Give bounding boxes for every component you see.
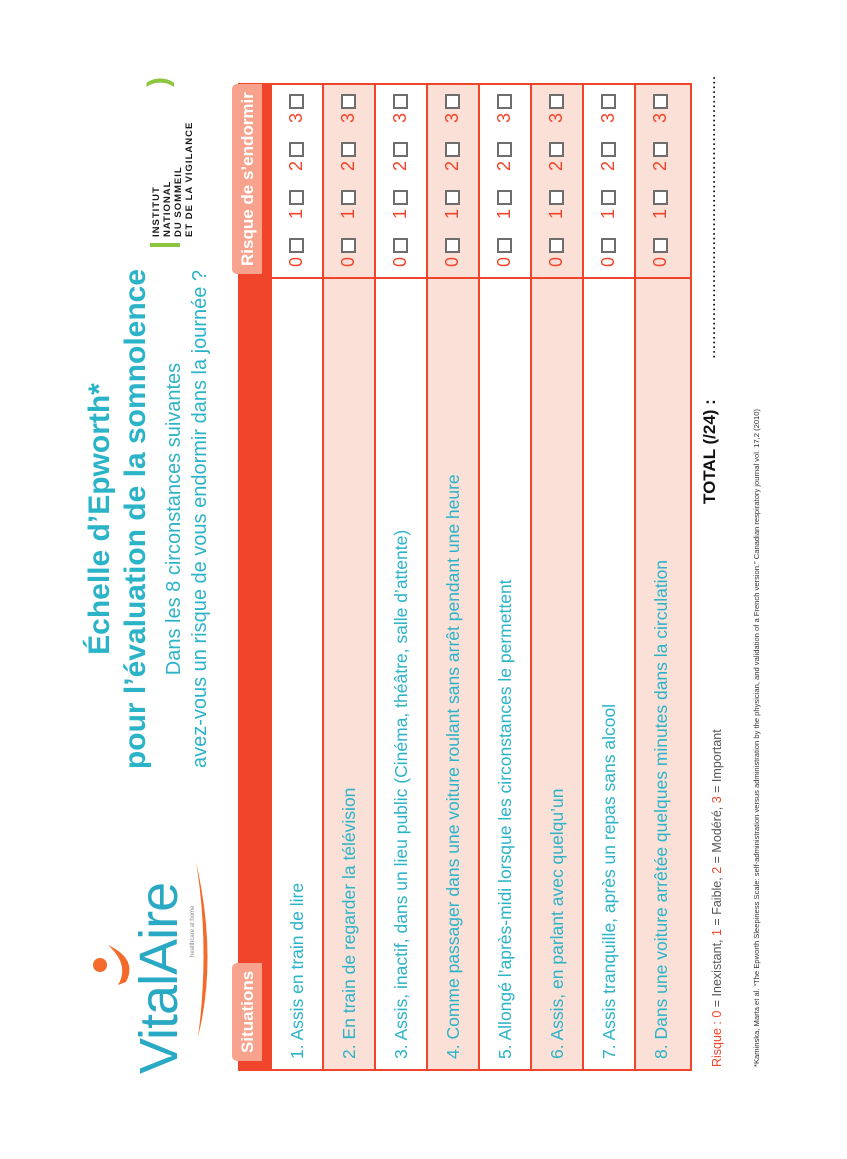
row-label: 4. Comme passager dans une voiture roulant sans arrêt pendant une heure — [442, 474, 463, 1059]
epworth-table — [238, 83, 692, 1071]
institut-line: NATIONAL — [162, 180, 173, 237]
risk-option-2[interactable] — [598, 142, 618, 171]
risk-option-0[interactable] — [494, 238, 514, 267]
risk-options — [324, 85, 374, 279]
risk-option-2[interactable] — [338, 142, 358, 171]
option-number: 0 — [649, 256, 670, 267]
row-label: 5. Allongé l’après-midi lorsque les circonstances le permettent — [494, 579, 515, 1059]
risk-options — [428, 85, 478, 279]
institut-paren-icon: ) — [142, 77, 175, 87]
legend-text: = Important — [710, 729, 724, 797]
checkbox[interactable] — [445, 190, 460, 205]
risk-option-3[interactable] — [390, 94, 410, 123]
option-number: 3 — [441, 112, 462, 123]
checkbox[interactable] — [289, 94, 304, 109]
checkbox[interactable] — [289, 238, 304, 253]
option-number: 3 — [545, 112, 566, 123]
risk-option-3[interactable] — [598, 94, 618, 123]
option-number: 0 — [285, 256, 306, 267]
checkbox[interactable] — [445, 94, 460, 109]
checkbox[interactable] — [549, 190, 564, 205]
risk-option-1[interactable] — [650, 190, 670, 219]
checkbox[interactable] — [653, 190, 668, 205]
option-number: 2 — [493, 160, 514, 171]
checkbox[interactable] — [445, 142, 460, 157]
header-risk: Risque de s’endormir — [232, 84, 262, 274]
option-number: 3 — [597, 112, 618, 123]
option-number: 1 — [649, 208, 670, 219]
risk-option-1[interactable] — [286, 190, 306, 219]
option-number: 0 — [337, 256, 358, 267]
checkbox[interactable] — [601, 142, 616, 157]
table-header — [240, 85, 270, 1069]
risk-option-0[interactable] — [390, 238, 410, 267]
table-row — [530, 85, 582, 1069]
table-row — [582, 85, 634, 1069]
risk-option-2[interactable] — [390, 142, 410, 171]
risk-option-2[interactable] — [286, 142, 306, 171]
option-number: 3 — [493, 112, 514, 123]
table-row — [426, 85, 478, 1069]
institut-bar-icon — [150, 243, 180, 247]
risk-option-1[interactable] — [390, 190, 410, 219]
checkbox[interactable] — [341, 94, 356, 109]
risk-options — [636, 85, 686, 279]
option-number: 3 — [337, 112, 358, 123]
risk-option-0[interactable] — [546, 238, 566, 267]
option-number: 1 — [493, 208, 514, 219]
risk-legend — [710, 729, 724, 1067]
legend-prefix: Risque : — [710, 1017, 724, 1067]
option-number: 1 — [337, 208, 358, 219]
risk-option-2[interactable] — [650, 142, 670, 171]
legend-num: 0 — [710, 1010, 724, 1018]
risk-option-0[interactable] — [598, 238, 618, 267]
risk-option-1[interactable] — [338, 190, 358, 219]
risk-option-3[interactable] — [650, 94, 670, 123]
reference-footnote: *Kaminska, Marta et al. “The Epworth Sleepiness Scale: self-administration versus administration by the physician, and validation of a French version.” Canadian respiratory journal vol. 17,2 (2010) — [752, 408, 761, 1067]
option-number: 0 — [389, 256, 410, 267]
checkbox[interactable] — [445, 238, 460, 253]
option-number: 1 — [441, 208, 462, 219]
header-situations: Situations — [232, 963, 262, 1061]
risk-option-3[interactable] — [546, 94, 566, 123]
page-title-line2: pour l’évaluation de la somnolence — [119, 268, 152, 770]
checkbox[interactable] — [653, 142, 668, 157]
risk-option-0[interactable] — [338, 238, 358, 267]
checkbox[interactable] — [289, 190, 304, 205]
option-number: 2 — [441, 160, 462, 171]
table-row — [634, 85, 690, 1069]
legend-num: 1 — [710, 929, 724, 936]
total-field[interactable]: ............................................................ — [700, 75, 719, 359]
option-number: 0 — [441, 256, 462, 267]
risk-option-3[interactable] — [338, 94, 358, 123]
institut-line: DU SOMMEIL — [173, 166, 184, 237]
checkbox[interactable] — [341, 238, 356, 253]
table-row — [270, 85, 322, 1069]
risk-options — [584, 85, 634, 279]
legend-num: 3 — [710, 796, 724, 804]
checkbox[interactable] — [289, 142, 304, 157]
checkbox[interactable] — [497, 142, 512, 157]
risk-option-0[interactable] — [650, 238, 670, 267]
risk-options — [272, 85, 322, 279]
row-label: 3. Assis, inactif, dans un lieu public (Cinéma, théâtre, salle d’attente) — [390, 529, 411, 1059]
checkbox[interactable] — [393, 94, 408, 109]
checkbox[interactable] — [341, 142, 356, 157]
risk-option-0[interactable] — [442, 238, 462, 267]
checkbox[interactable] — [497, 190, 512, 205]
legend-text: = Inexistant, — [710, 936, 724, 1011]
risk-option-3[interactable] — [286, 94, 306, 123]
risk-option-3[interactable] — [442, 94, 462, 123]
option-number: 0 — [545, 256, 566, 267]
option-number: 3 — [285, 112, 306, 123]
option-number: 0 — [597, 256, 618, 267]
risk-option-2[interactable] — [494, 142, 514, 171]
row-label: 8. Dans une voiture arrêtée quelques minutes dans la circulation — [650, 559, 671, 1059]
option-number: 2 — [649, 160, 670, 171]
table-row — [478, 85, 530, 1069]
risk-options — [480, 85, 530, 279]
subtitle-line2: avez-vous un risque de vous endormir dans la journée ? — [189, 269, 211, 769]
checkbox[interactable] — [549, 238, 564, 253]
option-number: 2 — [597, 160, 618, 171]
page-title: Échelle d’Epworth* — [83, 383, 116, 655]
checkbox[interactable] — [601, 190, 616, 205]
vitalaire-logo — [68, 857, 218, 1077]
row-label: 7. Assis tranquille, après un repas sans alcool — [598, 703, 619, 1059]
institut-line: INSTITUT — [151, 186, 162, 237]
checkbox[interactable] — [549, 94, 564, 109]
total-label: TOTAL (/24) : — [700, 399, 719, 504]
option-number: 2 — [337, 160, 358, 171]
checkbox[interactable] — [497, 238, 512, 253]
checkbox[interactable] — [653, 94, 668, 109]
checkbox[interactable] — [601, 238, 616, 253]
checkbox[interactable] — [393, 238, 408, 253]
risk-option-1[interactable] — [494, 190, 514, 219]
institut-line: ET DE LA VIGILANCE — [184, 121, 195, 237]
option-number: 1 — [285, 208, 306, 219]
row-label: 2. En train de regarder la télévision — [338, 787, 359, 1059]
option-number: 2 — [545, 160, 566, 171]
risk-option-1[interactable] — [598, 190, 618, 219]
risk-options — [532, 85, 582, 279]
option-number: 3 — [649, 112, 670, 123]
risk-option-2[interactable] — [546, 142, 566, 171]
risk-option-1[interactable] — [442, 190, 462, 219]
legend-text: = Faible, — [710, 873, 724, 930]
option-number: 0 — [493, 256, 514, 267]
risk-option-1[interactable] — [546, 190, 566, 219]
option-number: 2 — [389, 160, 410, 171]
checkbox[interactable] — [653, 238, 668, 253]
option-number: 1 — [545, 208, 566, 219]
option-number: 3 — [389, 112, 410, 123]
subtitle-line1: Dans les 8 circonstances suivantes — [163, 362, 185, 676]
checkbox[interactable] — [393, 190, 408, 205]
option-number: 1 — [597, 208, 618, 219]
checkbox[interactable] — [549, 142, 564, 157]
risk-options — [376, 85, 426, 279]
checkbox[interactable] — [601, 94, 616, 109]
logo-tagline: healthcare at home — [190, 905, 196, 957]
logo-brand-text: VitalAire — [129, 882, 189, 1074]
risk-option-0[interactable] — [286, 238, 306, 267]
row-label: 6. Assis, en parlant avec quelqu’un — [546, 788, 567, 1059]
legend-text: = Modéré, — [710, 803, 724, 867]
risk-option-3[interactable] — [494, 94, 514, 123]
legend-num: 2 — [710, 866, 724, 874]
option-number: 2 — [285, 160, 306, 171]
checkbox[interactable] — [393, 142, 408, 157]
row-label: 1. Assis en train de lire — [286, 882, 307, 1059]
option-number: 1 — [389, 208, 410, 219]
table-row — [374, 85, 426, 1069]
table-row — [322, 85, 374, 1069]
checkbox[interactable] — [341, 190, 356, 205]
risk-option-2[interactable] — [442, 142, 462, 171]
institut-logo — [142, 72, 220, 247]
checkbox[interactable] — [497, 94, 512, 109]
